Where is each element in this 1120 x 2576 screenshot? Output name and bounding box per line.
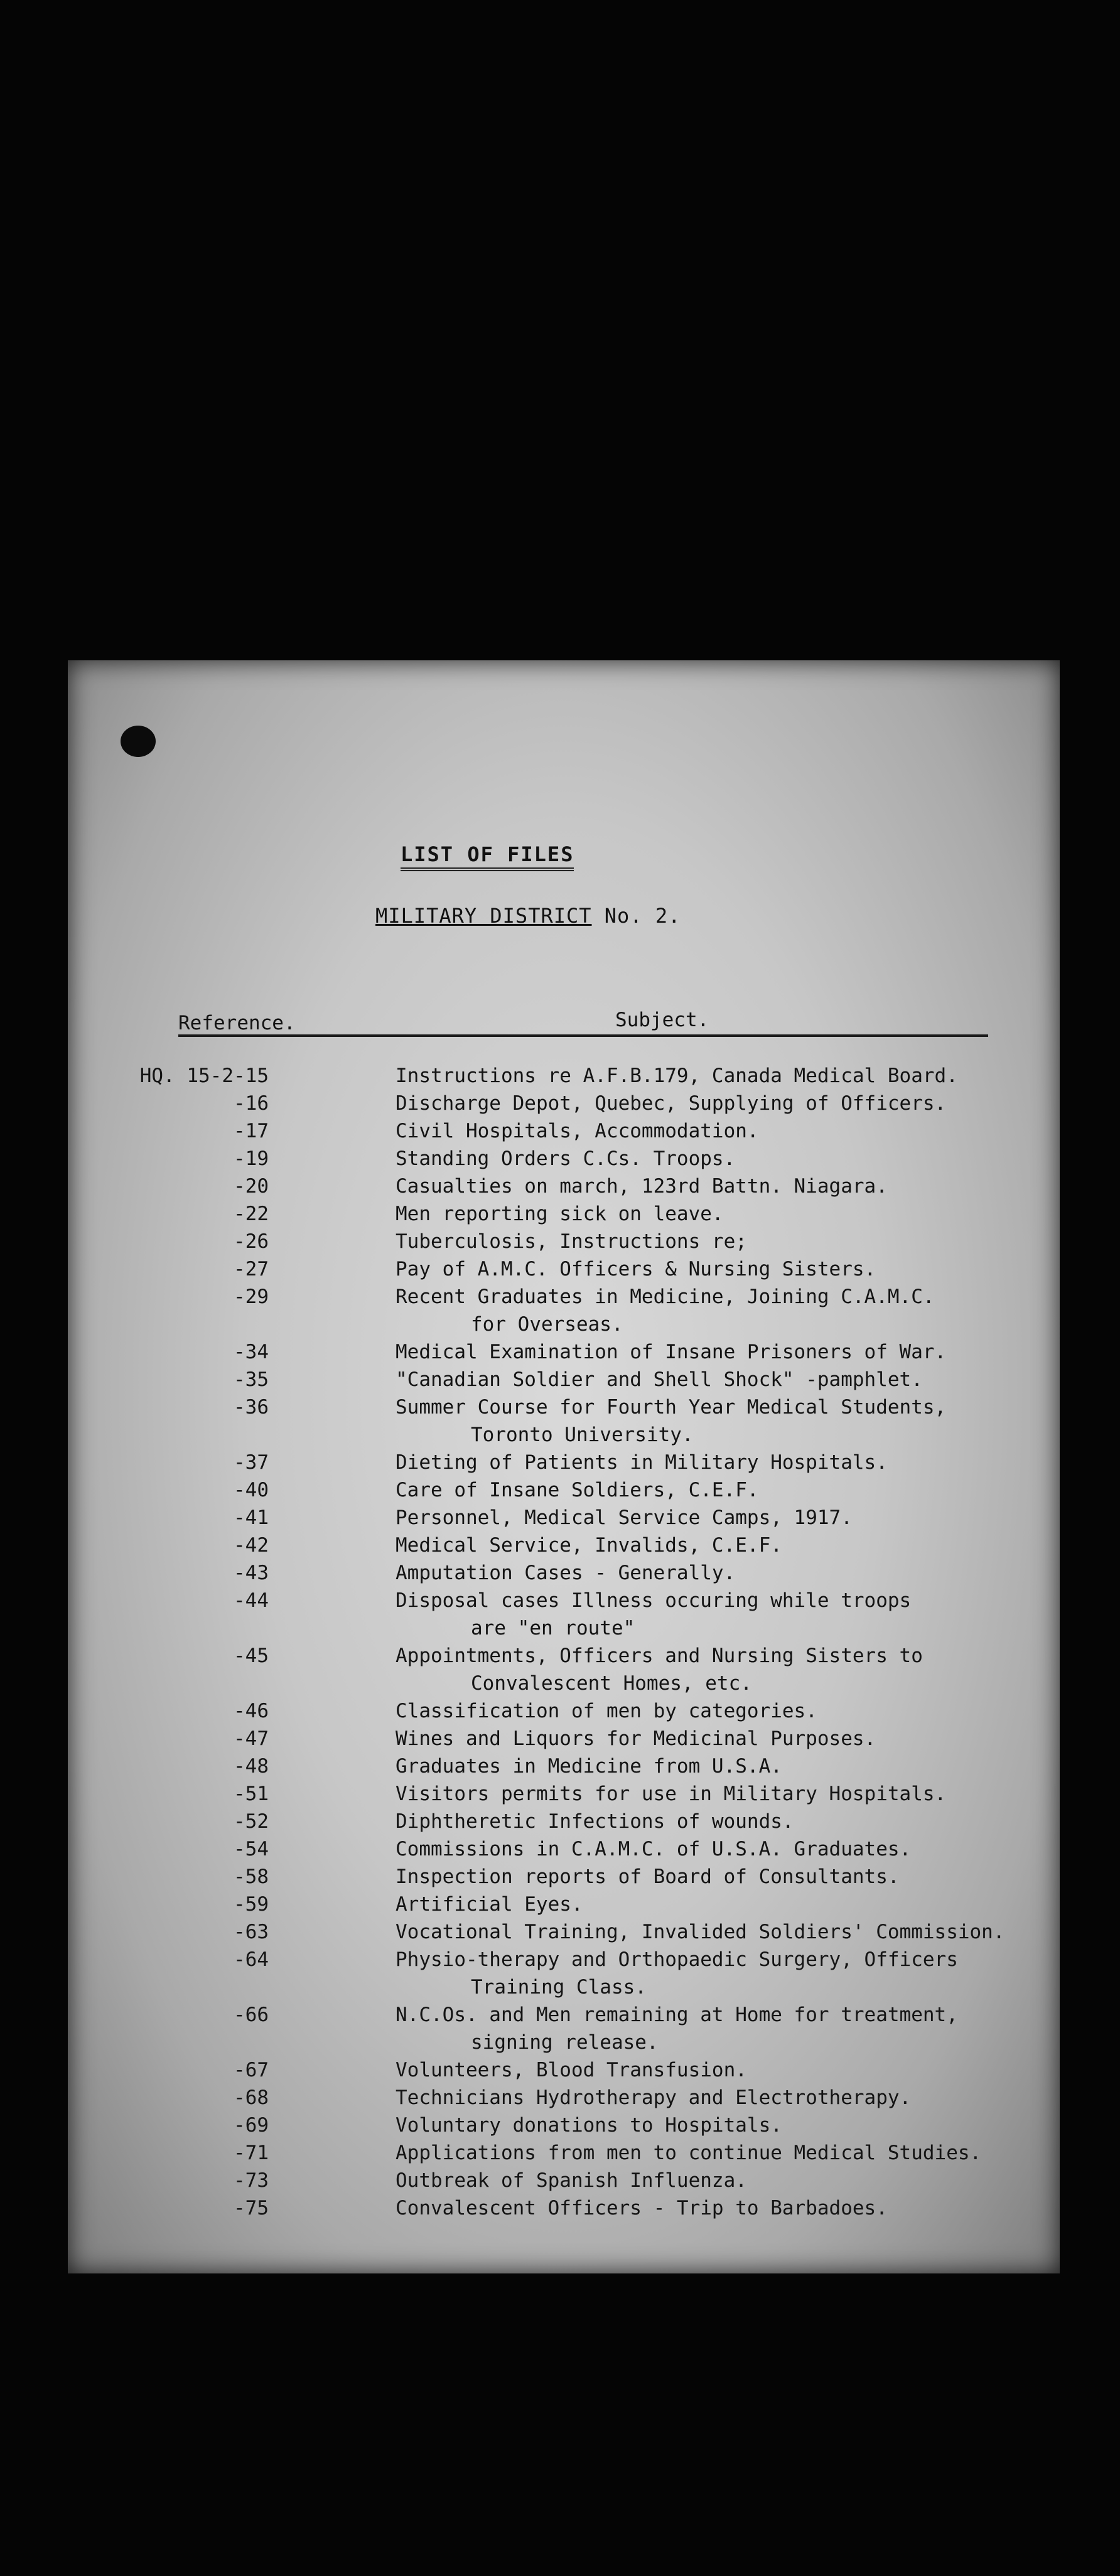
file-subject-text: Graduates in Medicine from U.S.A. <box>396 1755 782 1778</box>
reference-header: Reference. <box>178 1012 296 1034</box>
file-subject-text: N.C.Os. and Men remaining at Home for treatment, <box>396 2004 958 2026</box>
file-reference: -66 <box>234 2004 269 2026</box>
file-reference: -35 <box>234 1368 269 1391</box>
file-row <box>68 1283 1060 1338</box>
file-subject <box>396 1918 1022 1946</box>
file-subject <box>396 1863 1022 1891</box>
file-subject <box>396 1725 1022 1752</box>
file-subject-text: Outbreak of Spanish Influenza. <box>396 2169 747 2192</box>
file-reference: -44 <box>234 1589 269 1612</box>
file-reference: -17 <box>234 1120 269 1142</box>
file-subject-text: Personnel, Medical Service Camps, 1917. <box>396 1506 853 1529</box>
file-reference: -52 <box>234 1810 269 1833</box>
file-subject-text: Men reporting sick on leave. <box>396 1203 724 1225</box>
file-row <box>68 2001 1060 2056</box>
file-subject <box>396 1835 1022 1863</box>
file-subject-continuation: Training Class. <box>471 1976 647 1999</box>
file-row <box>68 1117 1060 1145</box>
file-subject <box>396 1891 1022 1918</box>
file-reference: -37 <box>234 1451 269 1474</box>
file-reference: -16 <box>234 1092 269 1115</box>
file-row <box>68 1559 1060 1587</box>
file-subject <box>396 1255 1022 1283</box>
file-subject <box>396 2139 1022 2167</box>
file-row <box>68 1532 1060 1559</box>
file-reference: -22 <box>234 1203 269 1225</box>
file-row <box>68 1200 1060 1228</box>
file-row <box>68 2139 1060 2167</box>
file-reference: -34 <box>234 1341 269 1363</box>
file-row <box>68 1835 1060 1863</box>
file-subject-text: Physio-therapy and Orthopaedic Surgery, Officers <box>396 1948 958 1971</box>
file-subject-text: Instructions re A.F.B.179, Canada Medical Board. <box>396 1065 958 1087</box>
file-subject-text: Summer Course for Fourth Year Medical Students, <box>396 1396 947 1419</box>
file-row <box>68 1752 1060 1780</box>
file-reference: -71 <box>234 2142 269 2164</box>
file-subject-text: Standing Orders C.Cs. Troops. <box>396 1147 736 1170</box>
file-reference: -20 <box>234 1175 269 1198</box>
file-row <box>68 1393 1060 1449</box>
file-reference: -67 <box>234 2059 269 2081</box>
file-subject-text: Inspection reports of Board of Consultants. <box>396 1865 900 1888</box>
file-reference: -46 <box>234 1700 269 1722</box>
file-reference: -19 <box>234 1147 269 1170</box>
file-subject <box>396 1946 1022 2001</box>
file-reference: -42 <box>234 1534 269 1557</box>
file-subject-text: Voluntary donations to Hospitals. <box>396 2114 782 2137</box>
file-subject <box>396 1173 1022 1200</box>
file-subject <box>396 1780 1022 1808</box>
file-row <box>68 1228 1060 1255</box>
file-subject-text: Discharge Depot, Quebec, Supplying of Officers. <box>396 1092 947 1115</box>
file-subject <box>396 1338 1022 1366</box>
file-row <box>68 1863 1060 1891</box>
file-subject <box>396 1808 1022 1835</box>
file-reference: -41 <box>234 1506 269 1529</box>
file-subject-text: Care of Insane Soldiers, C.E.F. <box>396 1479 759 1501</box>
file-row <box>68 1255 1060 1283</box>
file-row <box>68 1090 1060 1117</box>
file-subject-text: Applications from men to continue Medical Studies. <box>396 2142 982 2164</box>
file-subject <box>396 1366 1022 1393</box>
file-row <box>68 1891 1060 1918</box>
file-subject-text: Dieting of Patients in Military Hospitals. <box>396 1451 888 1474</box>
file-subject-text: Wines and Liquors for Medicinal Purposes. <box>396 1727 876 1750</box>
file-subject-continuation: signing release. <box>471 2031 659 2054</box>
district-number: No. 2. <box>604 904 681 928</box>
file-subject <box>396 2084 1022 2112</box>
file-subject-continuation: Convalescent Homes, etc. <box>471 1672 752 1695</box>
document-page <box>68 660 1060 2273</box>
file-row <box>68 2056 1060 2084</box>
file-subject-text: Visitors permits for use in Military Hospitals. <box>396 1783 947 1805</box>
file-row <box>68 1946 1060 2001</box>
file-row <box>68 1697 1060 1725</box>
file-subject <box>396 2194 1022 2222</box>
file-reference: -45 <box>234 1645 269 1667</box>
file-subject <box>396 1504 1022 1532</box>
subject-header: Subject. <box>615 1009 709 1031</box>
file-reference: -47 <box>234 1727 269 1750</box>
file-subject <box>396 1476 1022 1504</box>
file-reference: -59 <box>234 1893 269 1916</box>
file-subject-text: Civil Hospitals, Accommodation. <box>396 1120 759 1142</box>
file-subject <box>396 1062 1022 1090</box>
file-subject-text: Technicians Hydrotherapy and Electrotherapy. <box>396 2086 912 2109</box>
file-subject <box>396 1117 1022 1145</box>
file-subject-continuation: are "en route" <box>471 1617 635 1640</box>
file-subject <box>396 1145 1022 1173</box>
file-subject <box>396 2167 1022 2194</box>
file-subject <box>396 1559 1022 1587</box>
file-row <box>68 1725 1060 1752</box>
file-reference: HQ. 15-2-15 <box>139 1065 269 1087</box>
file-reference: -43 <box>234 1562 269 1584</box>
file-row <box>68 1808 1060 1835</box>
file-reference: -29 <box>234 1285 269 1308</box>
file-subject-text: Commissions in C.A.M.C. of U.S.A. Graduates. <box>396 1838 912 1860</box>
file-list <box>68 1062 1060 2222</box>
file-subject <box>396 1587 1022 1642</box>
file-subject <box>396 1642 1022 1697</box>
file-row <box>68 2112 1060 2139</box>
file-subject-text: Medical Examination of Insane Prisoners of War. <box>396 1341 947 1363</box>
file-subject-text: Vocational Training, Invalided Soldiers' Commission. <box>396 1921 1005 1943</box>
file-reference: -64 <box>234 1948 269 1971</box>
file-subject-text: Classification of men by categories. <box>396 1700 817 1722</box>
file-subject-text: Recent Graduates in Medicine, Joining C.A.M.C. <box>396 1285 935 1308</box>
file-row <box>68 1642 1060 1697</box>
file-subject <box>396 1752 1022 1780</box>
file-reference: -40 <box>234 1479 269 1501</box>
file-row <box>68 1476 1060 1504</box>
file-row <box>68 1587 1060 1642</box>
file-row <box>68 1145 1060 1173</box>
file-subject <box>396 1200 1022 1228</box>
file-reference: -54 <box>234 1838 269 1860</box>
file-subject-continuation: for Overseas. <box>471 1313 623 1336</box>
district-heading <box>375 904 681 928</box>
file-subject <box>396 1697 1022 1725</box>
file-reference: -75 <box>234 2197 269 2219</box>
file-row <box>68 2084 1060 2112</box>
file-subject <box>396 2001 1022 2056</box>
file-subject <box>396 1393 1022 1449</box>
file-row <box>68 2194 1060 2222</box>
file-subject <box>396 2056 1022 2084</box>
file-row <box>68 1780 1060 1808</box>
file-subject-text: Medical Service, Invalids, C.E.F. <box>396 1534 782 1557</box>
file-reference: -68 <box>234 2086 269 2109</box>
file-subject-text: Diphtheretic Infections of wounds. <box>396 1810 794 1833</box>
file-subject-text: Convalescent Officers - Trip to Barbadoes. <box>396 2197 888 2219</box>
file-row <box>68 1918 1060 1946</box>
file-row <box>68 1062 1060 1090</box>
file-row <box>68 1338 1060 1366</box>
header-rule <box>178 1034 988 1037</box>
file-subject <box>396 1532 1022 1559</box>
file-row <box>68 1504 1060 1532</box>
file-subject <box>396 1449 1022 1476</box>
district-label: MILITARY DISTRICT <box>375 904 592 928</box>
file-subject-text: Amputation Cases - Generally. <box>396 1562 736 1584</box>
file-subject <box>396 1090 1022 1117</box>
file-subject-text: Artificial Eyes. <box>396 1893 583 1916</box>
file-subject <box>396 1283 1022 1338</box>
file-row <box>68 2167 1060 2194</box>
file-subject-text: Casualties on march, 123rd Battn. Niagara. <box>396 1175 888 1198</box>
file-subject-continuation: Toronto University. <box>471 1424 694 1446</box>
file-reference: -27 <box>234 1258 269 1280</box>
file-reference: -36 <box>234 1396 269 1419</box>
file-reference: -58 <box>234 1865 269 1888</box>
file-row <box>68 1173 1060 1200</box>
page-title: LIST OF FILES <box>401 842 574 871</box>
file-reference: -69 <box>234 2114 269 2137</box>
file-reference: -48 <box>234 1755 269 1778</box>
file-row <box>68 1366 1060 1393</box>
file-subject-text: Disposal cases Illness occuring while troops <box>396 1589 912 1612</box>
file-subject <box>396 2112 1022 2139</box>
file-subject-text: "Canadian Soldier and Shell Shock" -pamphlet. <box>396 1368 923 1391</box>
file-reference: -63 <box>234 1921 269 1943</box>
file-subject-text: Volunteers, Blood Transfusion. <box>396 2059 747 2081</box>
file-subject <box>396 1228 1022 1255</box>
file-subject-text: Pay of A.M.C. Officers & Nursing Sisters. <box>396 1258 876 1280</box>
punch-hole <box>121 726 156 757</box>
file-subject-text: Appointments, Officers and Nursing Sisters to <box>396 1645 923 1667</box>
file-subject-text: Tuberculosis, Instructions re; <box>396 1230 747 1253</box>
file-reference: -51 <box>234 1783 269 1805</box>
file-reference: -73 <box>234 2169 269 2192</box>
file-reference: -26 <box>234 1230 269 1253</box>
file-row <box>68 1449 1060 1476</box>
